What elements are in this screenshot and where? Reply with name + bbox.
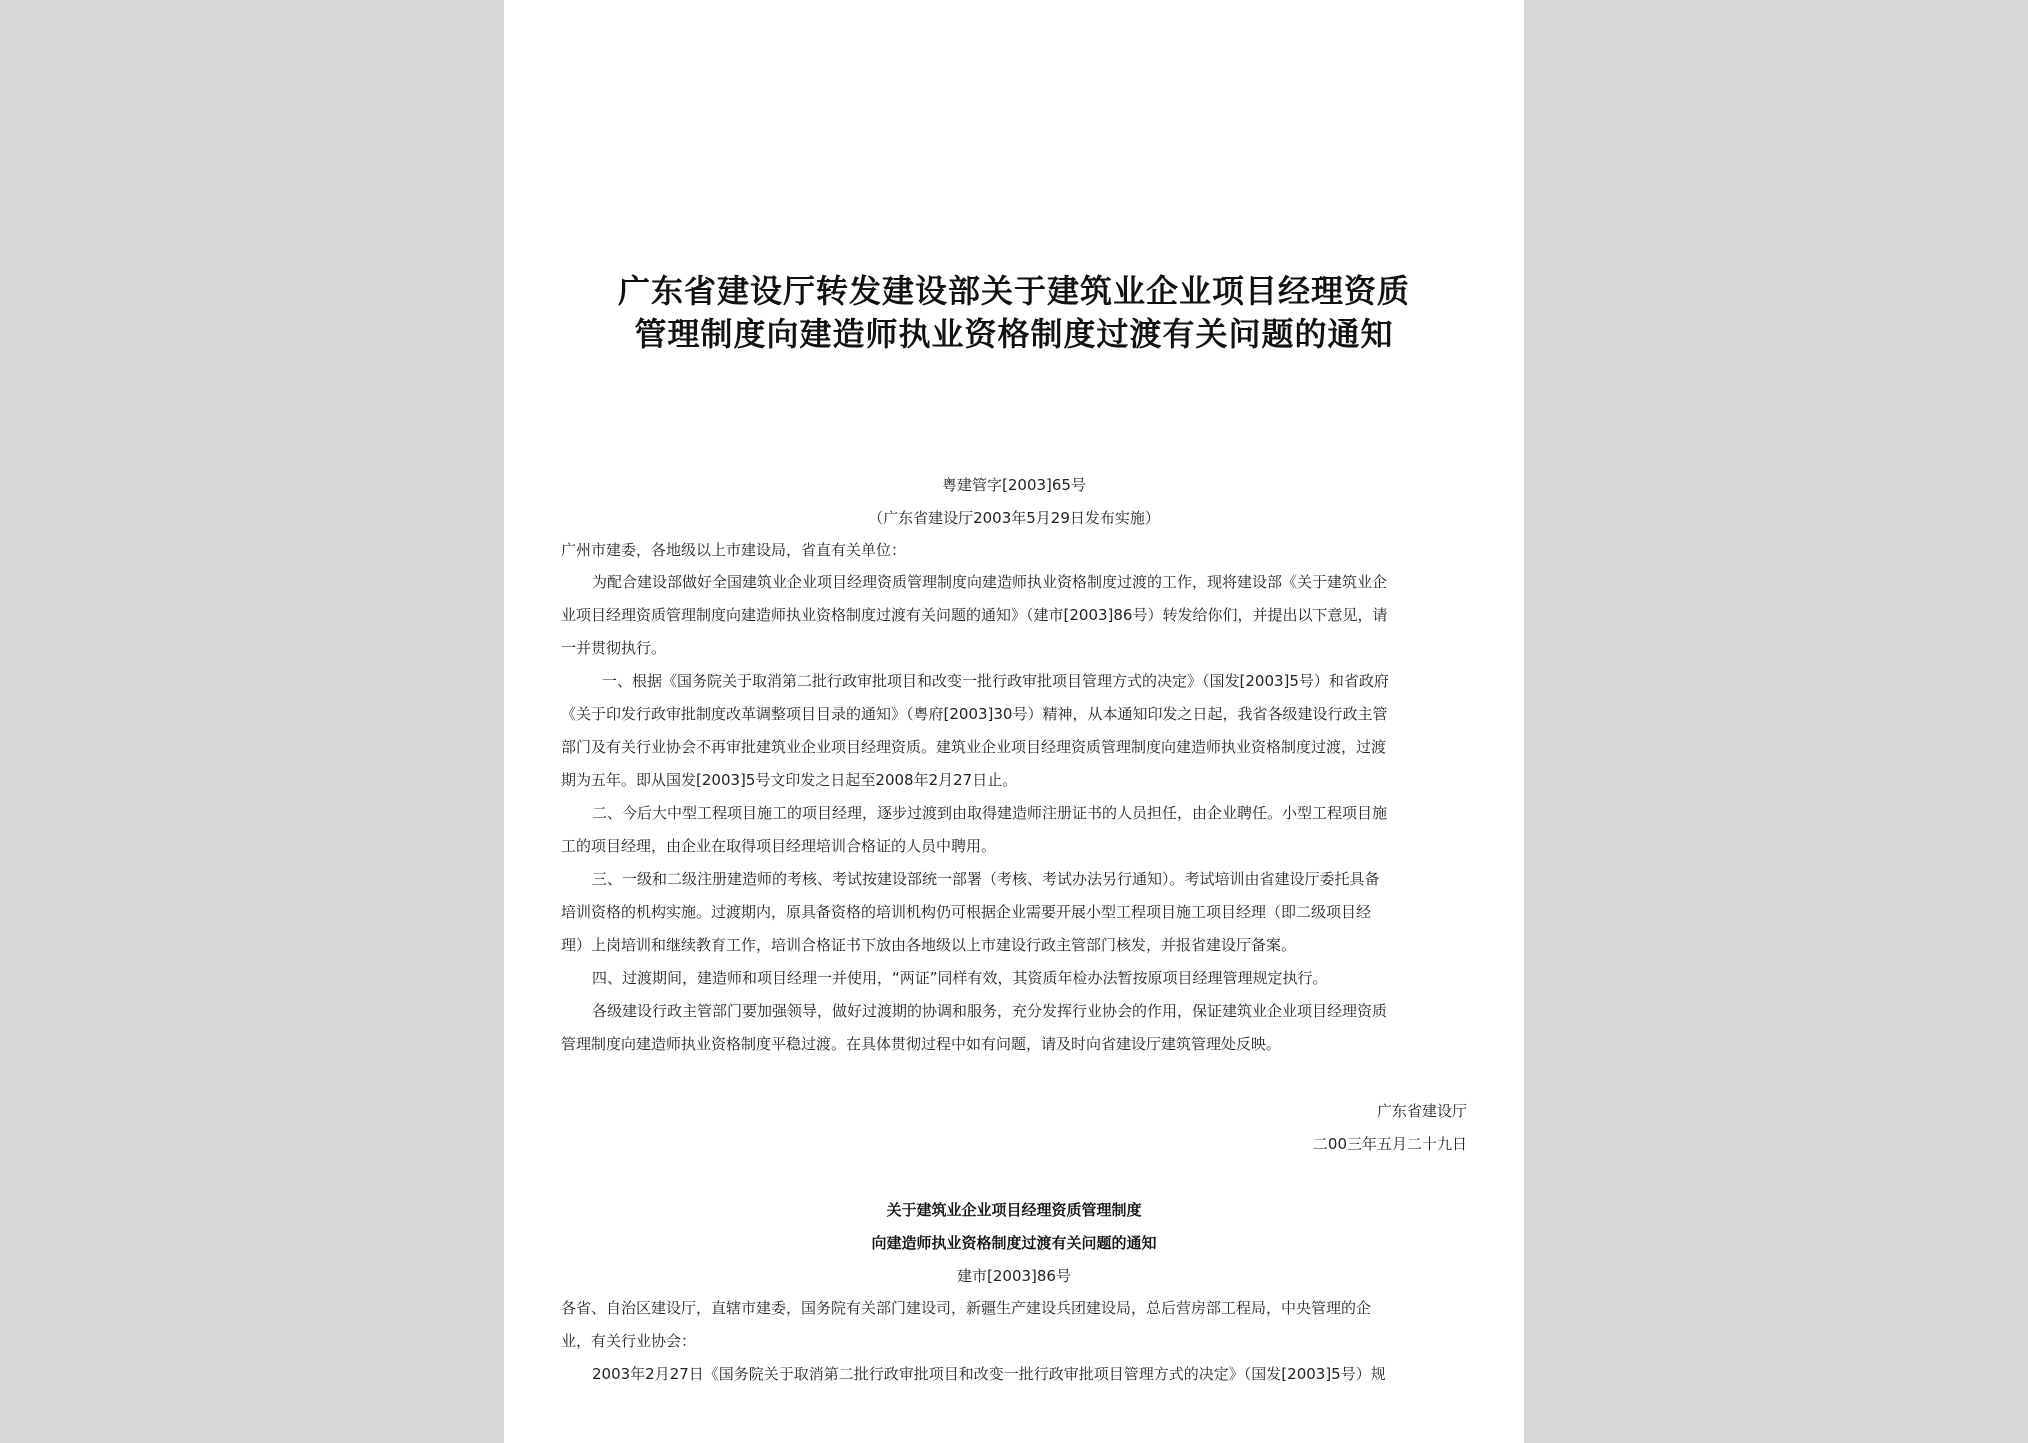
- intro-line-2: 业项目经理资质管理制度向建造师执业资格制度过渡有关问题的通知》（建市[2003]86号）转发给你们，并提出以下意见，请: [561, 606, 1388, 624]
- item3-line-1: 三、一级和二级注册建造师的考核、考试按建设部统一部署（考核、考试办法另行通知）。考试培训由省建设厅委托具备: [592, 870, 1380, 888]
- attachment-title-line-2: 向建造师执业资格制度过渡有关问题的通知: [871, 1234, 1157, 1252]
- addressee: 广州市建委，各地级以上市建设局，省直有关单位：: [561, 541, 907, 559]
- attachment-number: 建市[2003]86号: [957, 1267, 1071, 1285]
- item3-line-3: 理）上岗培训和继续教育工作，培训合格证书下放由各地级以上市建设行政主管部门核发，并报省建设厅备案。: [561, 936, 1297, 954]
- issue-note: （广东省建设厅2003年5月29日发布实施）: [868, 509, 1160, 527]
- item2-line-2: 工的项目经理，由企业在取得项目经理培训合格证的人员中聘用。: [561, 837, 997, 855]
- item1-line-3: 部门及有关行业协会不再审批建筑业企业项目经理资质。建筑业企业项目经理资质管理制度向建造师执业资格制度过渡，过渡: [561, 738, 1387, 756]
- item1-line-4: 期为五年。即从国发[2003]5号文印发之日起至2008年2月27日止。: [561, 771, 1018, 789]
- signature-org: 广东省建设厅: [1376, 1102, 1467, 1120]
- attachment-title-line-1: 关于建筑业企业项目经理资质管理制度: [886, 1201, 1142, 1219]
- attachment-first-line: 2003年2月27日《国务院关于取消第二批行政审批项目和改变一批行政审批项目管理方式的决定》（国发[2003]5号）规: [592, 1365, 1386, 1383]
- closing-line-1: 各级建设行政主管部门要加强领导，做好过渡期的协调和服务，充分发挥行业协会的作用，保证建筑业企业项目经理资质: [592, 1002, 1388, 1020]
- item4-line-1: 四、过渡期间，建造师和项目经理一并使用，“两证”同样有效，其资质年检办法暂按原项目经理管理规定执行。: [592, 969, 1328, 987]
- item1-line-2: 《关于印发行政审批制度改革调整项目目录的通知》（粤府[2003]30号）精神，从本通知印发之日起，我省各级建设行政主管: [561, 705, 1388, 723]
- item3-line-2: 培训资格的机构实施。过渡期内，原具备资格的培训机构仍可根据企业需要开展小型工程项目施工项目经理（即二级项目经: [561, 903, 1372, 921]
- doc-number: 粤建管字[2003]65号: [942, 476, 1086, 494]
- doc-title-line-1: 广东省建设厅转发建设部关于建筑业企业项目经理资质: [617, 272, 1410, 310]
- item1-line-1: 一、根据《国务院关于取消第二批行政审批项目和改变一批行政审批项目管理方式的决定》（国发[2003]5号）和省政府: [602, 672, 1389, 690]
- intro-line-1: 为配合建设部做好全国建筑业企业项目经理资质管理制度向建造师执业资格制度过渡的工作，现将建设部《关于建筑业企: [592, 573, 1388, 591]
- document-page: [504, 0, 1524, 1443]
- intro-line-3: 一并贯彻执行。: [561, 639, 667, 657]
- doc-title-line-2: 管理制度向建造师执业资格制度过渡有关问题的通知: [634, 315, 1394, 353]
- signature-date: 二00三年五月二十九日: [1312, 1135, 1467, 1153]
- closing-line-2: 管理制度向建造师执业资格制度平稳过渡。在具体贯彻过程中如有问题，请及时向省建设厅建筑管理处反映。: [561, 1035, 1282, 1053]
- item2-line-1: 二、今后大中型工程项目施工的项目经理，逐步过渡到由取得建造师注册证书的人员担任，由企业聘任。小型工程项目施: [592, 804, 1388, 822]
- attachment-addressee-line-2: 业，有关行业协会：: [561, 1332, 697, 1350]
- attachment-addressee-line-1: 各省、自治区建设厅，直辖市建委，国务院有关部门建设司，新疆生产建设兵团建设局，总后营房部工程局，中央管理的企: [561, 1299, 1372, 1317]
